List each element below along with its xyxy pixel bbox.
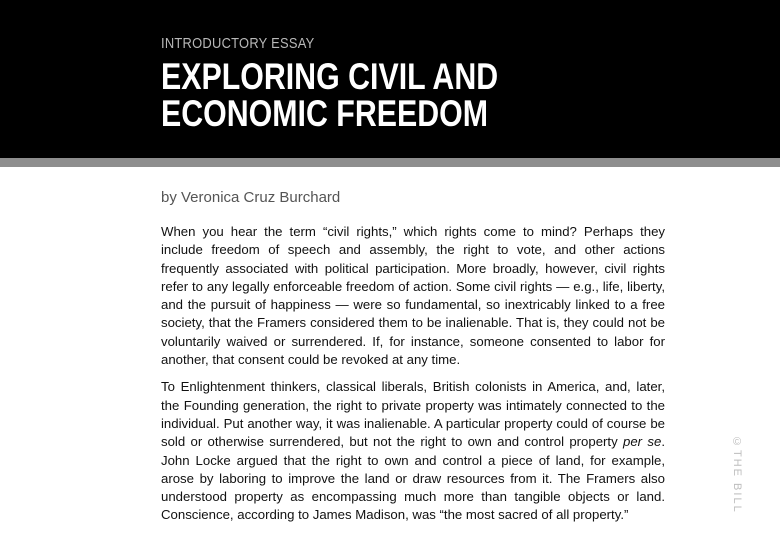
paragraph-2-part-2: . John Locke argued that the right to own and control a piece of land, for example, arose by laboring to improve the land or draw resources from it. The Framers also understood property as encompassing much more than tangible objects or land. Conscience, according to James Madison, was “the most sacred of all property.”: [161, 434, 665, 523]
header-divider: [0, 158, 780, 167]
paragraph-2-italic: per se: [623, 434, 662, 450]
paragraph-1: When you hear the term “civil rights,” which rights come to mind? Perhaps they include freedom of speech and assembly, the right to vote, and other actions frequently associated with political participation. More broadly, however, civil rights refer to any legally enforceable freedom of action. Some civil rights — e.g., life, liberty, and the pursuit of happiness — were so fundamental, so inextricably linked to a free society, that the Framers considered them to be inalienable. That is, they could not be voluntarily waived or surrendered. If, for instance, someone consented to labor for another, that consent could be revoked at any time.: [161, 224, 665, 368]
header-banner: [0, 0, 780, 158]
title-line-2: ECONOMIC FREEDOM: [161, 93, 489, 134]
copyright-side-credit: ©THE BILL: [731, 436, 743, 514]
title-line-1: EXPLORING CIVIL AND: [161, 56, 499, 97]
page-title: [161, 58, 498, 132]
paragraph-2-part-1: To Enlightenment thinkers, classical liberals, British colonists in America, and, later, the Founding generation, the right to private property was intimately connected to the individual. Put another way, it was inalienable. A particular property could of course be sold or otherwise surrendered, but not the right to own and control property: [161, 379, 665, 450]
essay-kicker: INTRODUCTORY ESSAY: [161, 35, 315, 52]
paragraph-2: [161, 378, 665, 524]
essay-body: [161, 223, 665, 534]
author-byline: by Veronica Cruz Burchard: [161, 189, 341, 206]
